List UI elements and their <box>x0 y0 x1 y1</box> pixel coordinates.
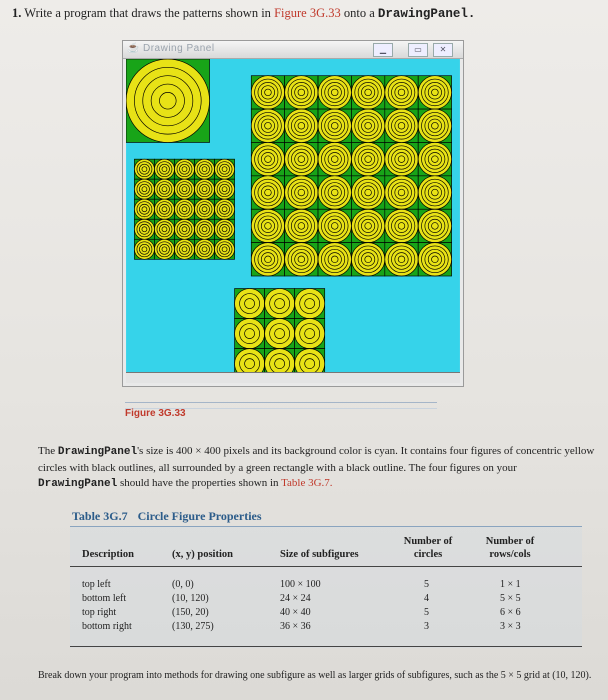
instruction-note: Break down your program into methods for drawing one subfigure as well as larger grids of subfigures, such as the 5 × 5 grid at (10, 120). <box>38 670 592 681</box>
concentric-circle <box>398 189 405 196</box>
concentric-circle <box>432 89 439 96</box>
drawing-canvas <box>126 59 460 372</box>
close-icon: ✕ <box>439 45 447 54</box>
concentric-circle <box>222 187 227 192</box>
subfigure <box>174 199 194 219</box>
subfigure <box>318 243 351 276</box>
subfigure <box>134 199 154 219</box>
subfigure <box>351 176 384 209</box>
question-text <box>12 6 475 21</box>
subfigure <box>418 209 451 242</box>
concentric-circle <box>182 167 187 172</box>
concentric-circle <box>222 247 227 252</box>
cell-size: 100 × 100 <box>280 579 321 590</box>
concentric-circle <box>365 189 372 196</box>
concentric-circle <box>298 256 305 263</box>
para-class-2: DrawingPanel <box>38 478 118 490</box>
subfigure <box>351 209 384 242</box>
drawing-panel-window <box>122 40 464 387</box>
concentric-circle <box>365 89 372 96</box>
subfigure <box>215 199 235 219</box>
concentric-circle <box>142 167 147 172</box>
subfigure <box>351 243 384 276</box>
concentric-circle <box>398 122 405 129</box>
subfigure <box>195 159 215 179</box>
subfigure <box>385 243 418 276</box>
figure-caption: Figure 3G.33 <box>125 408 186 419</box>
concentric-circle <box>202 227 207 232</box>
concentric-circle <box>245 299 255 309</box>
concentric-circle <box>365 156 372 163</box>
concentric-circle <box>398 89 405 96</box>
subfigure <box>235 349 265 372</box>
header-description: Description <box>82 549 134 560</box>
subfigure <box>215 159 235 179</box>
concentric-circle <box>331 256 338 263</box>
subfigure <box>318 142 351 175</box>
header-rowscols: Number of rows/cols <box>485 536 535 560</box>
cell-description: bottom right <box>82 621 132 632</box>
concentric-circle <box>275 359 285 369</box>
header-size: Size of subfigures <box>280 549 359 560</box>
cell-description: top right <box>82 607 117 618</box>
subfigure <box>351 109 384 142</box>
java-cup-icon: ☕ <box>127 43 140 54</box>
concentric-circle <box>331 156 338 163</box>
class-name: DrawingPanel. <box>377 7 476 21</box>
subfigure <box>235 289 265 319</box>
subfigure <box>285 76 318 109</box>
concentric-circle <box>265 189 272 196</box>
subfigure <box>265 319 295 349</box>
subfigure <box>251 76 284 109</box>
para-text-1: The <box>38 445 56 457</box>
cell-size: 36 × 36 <box>280 621 311 632</box>
subfigure <box>285 142 318 175</box>
concentric-circle <box>162 207 167 212</box>
concentric-circle <box>305 329 315 339</box>
concentric-circle <box>432 122 439 129</box>
table-label: Table 3G.7 <box>72 509 128 523</box>
para-text-3: should have the properties shown in <box>119 477 279 489</box>
subfigure <box>385 176 418 209</box>
para-text-2: 's size is 400 × 400 pixels and its background color is cyan. It contains four figures of concentric yellow circles with black outlines, all surrounded by a green rectangle with a black outline. The four figures on your <box>38 445 595 474</box>
cell-circles: 5 <box>424 579 429 590</box>
concentric-circle <box>142 247 147 252</box>
cell-description: bottom left <box>82 593 127 604</box>
window-title: Drawing Panel <box>143 43 215 54</box>
subfigure <box>385 142 418 175</box>
subfigure <box>385 76 418 109</box>
concentric-circle <box>298 89 305 96</box>
concentric-circle <box>298 122 305 129</box>
circle-figure-bottom-right <box>235 289 325 372</box>
concentric-circle <box>275 329 285 339</box>
subfigure <box>235 319 265 349</box>
concentric-circle <box>245 329 255 339</box>
window-title-bar[interactable] <box>123 41 463 59</box>
cell-size: 40 × 40 <box>280 607 311 618</box>
concentric-circle <box>245 359 255 369</box>
description-paragraph <box>38 444 598 493</box>
cell-size: 24 × 24 <box>280 593 311 604</box>
concentric-circle <box>182 227 187 232</box>
cell-rowscols: 6 × 6 <box>500 607 521 618</box>
concentric-circle <box>432 223 439 230</box>
subfigure <box>154 239 174 259</box>
subfigure <box>251 109 284 142</box>
close-button[interactable] <box>433 43 453 57</box>
concentric-circle <box>222 167 227 172</box>
concentric-circle <box>222 207 227 212</box>
subfigure <box>265 349 295 372</box>
subfigure <box>318 176 351 209</box>
subfigure <box>215 239 235 259</box>
concentric-circle <box>159 92 176 109</box>
maximize-icon: ▭ <box>414 45 422 54</box>
concentric-circle <box>265 122 272 129</box>
subfigure <box>134 219 154 239</box>
subfigure <box>174 219 194 239</box>
circle-figure-top-right <box>251 76 451 276</box>
concentric-circle <box>331 189 338 196</box>
subfigure <box>174 179 194 199</box>
subfigure <box>195 179 215 199</box>
cell-rowscols: 5 × 5 <box>500 593 521 604</box>
subfigure <box>195 199 215 219</box>
subfigure <box>174 159 194 179</box>
question-text-before: Write a program that draws the patterns shown in <box>24 6 271 20</box>
cell-circles: 4 <box>424 593 429 604</box>
concentric-circle <box>182 187 187 192</box>
concentric-circle <box>331 122 338 129</box>
concentric-circle <box>162 227 167 232</box>
concentric-circle <box>432 256 439 263</box>
header-circles: Number of circles <box>403 536 453 560</box>
concentric-circle <box>202 207 207 212</box>
concentric-circle <box>298 189 305 196</box>
subfigure <box>318 209 351 242</box>
concentric-circle <box>365 256 372 263</box>
cell-rowscols: 3 × 3 <box>500 621 521 632</box>
concentric-circle <box>365 122 372 129</box>
circle-figure-bottom-left <box>134 159 234 259</box>
concentric-circle <box>142 207 147 212</box>
subfigure <box>351 76 384 109</box>
header-divider <box>70 566 582 567</box>
concentric-circle <box>298 156 305 163</box>
concentric-circle <box>142 187 147 192</box>
concentric-circle <box>398 256 405 263</box>
subfigure <box>134 179 154 199</box>
concentric-circle <box>265 156 272 163</box>
subfigure <box>285 109 318 142</box>
subfigure <box>295 289 325 319</box>
subfigure <box>174 239 194 259</box>
figure-reference-link[interactable]: Figure 3G.33 <box>274 6 341 20</box>
cell-circles: 3 <box>424 621 429 632</box>
subfigure <box>318 76 351 109</box>
subfigure <box>215 179 235 199</box>
subfigure <box>154 199 174 219</box>
concentric-circle <box>202 167 207 172</box>
concentric-circle <box>202 187 207 192</box>
concentric-circle <box>305 299 315 309</box>
concentric-circle <box>202 247 207 252</box>
concentric-circle <box>331 89 338 96</box>
concentric-circle <box>162 167 167 172</box>
subfigure <box>154 219 174 239</box>
subfigure <box>285 209 318 242</box>
subfigure <box>154 159 174 179</box>
table-reference-link[interactable]: Table 3G.7. <box>281 477 333 489</box>
subfigure <box>126 59 209 142</box>
concentric-circle <box>365 223 372 230</box>
subfigure <box>295 349 325 372</box>
concentric-circle <box>275 299 285 309</box>
table-bottom-rule <box>70 646 582 647</box>
subfigure <box>418 109 451 142</box>
concentric-circle <box>298 223 305 230</box>
subfigure <box>418 176 451 209</box>
cell-rowscols: 1 × 1 <box>500 579 521 590</box>
subfigure <box>251 142 284 175</box>
subfigure <box>418 142 451 175</box>
question-number: 1. <box>12 6 22 20</box>
subfigure <box>351 142 384 175</box>
figure-divider <box>125 402 437 403</box>
concentric-circle <box>432 156 439 163</box>
concentric-circle <box>398 223 405 230</box>
concentric-circle <box>432 189 439 196</box>
minimize-button[interactable] <box>373 43 393 57</box>
subfigure <box>295 319 325 349</box>
window-bottom-edge <box>126 372 460 383</box>
cell-position: (130, 275) <box>172 621 214 632</box>
subfigure <box>385 209 418 242</box>
concentric-circle <box>182 207 187 212</box>
subfigure <box>385 109 418 142</box>
subfigure <box>154 179 174 199</box>
concentric-circle <box>222 227 227 232</box>
cell-position: (10, 120) <box>172 593 209 604</box>
cell-description: top left <box>82 579 111 590</box>
subfigure <box>318 109 351 142</box>
subfigure <box>215 219 235 239</box>
concentric-circle <box>265 256 272 263</box>
concentric-circle <box>265 223 272 230</box>
concentric-circle <box>265 89 272 96</box>
para-class-1: DrawingPanel <box>57 446 138 458</box>
subfigure <box>251 209 284 242</box>
question-text-middle: onto a <box>343 6 375 20</box>
concentric-circle <box>398 156 405 163</box>
table-title <box>72 509 272 524</box>
subfigure <box>285 243 318 276</box>
header-position: (x, y) position <box>172 549 233 560</box>
subfigure <box>265 289 295 319</box>
cell-position: (150, 20) <box>172 607 209 618</box>
minimize-icon: ▁ <box>379 45 387 54</box>
cell-circles: 5 <box>424 607 429 618</box>
maximize-button[interactable] <box>408 43 428 57</box>
circle-figure-top-left <box>126 59 209 142</box>
subfigure <box>418 243 451 276</box>
concentric-circle <box>182 247 187 252</box>
subfigure <box>134 159 154 179</box>
subfigure <box>418 76 451 109</box>
subfigure <box>134 239 154 259</box>
subfigure <box>195 219 215 239</box>
subfigure <box>251 176 284 209</box>
concentric-circle <box>142 227 147 232</box>
subfigure <box>285 176 318 209</box>
concentric-circle <box>162 187 167 192</box>
subfigure <box>195 239 215 259</box>
concentric-circle <box>305 359 315 369</box>
concentric-circle <box>331 223 338 230</box>
subfigure <box>251 243 284 276</box>
cell-position: (0, 0) <box>172 579 194 590</box>
concentric-circle <box>162 247 167 252</box>
table-name: Circle Figure Properties <box>137 509 262 523</box>
